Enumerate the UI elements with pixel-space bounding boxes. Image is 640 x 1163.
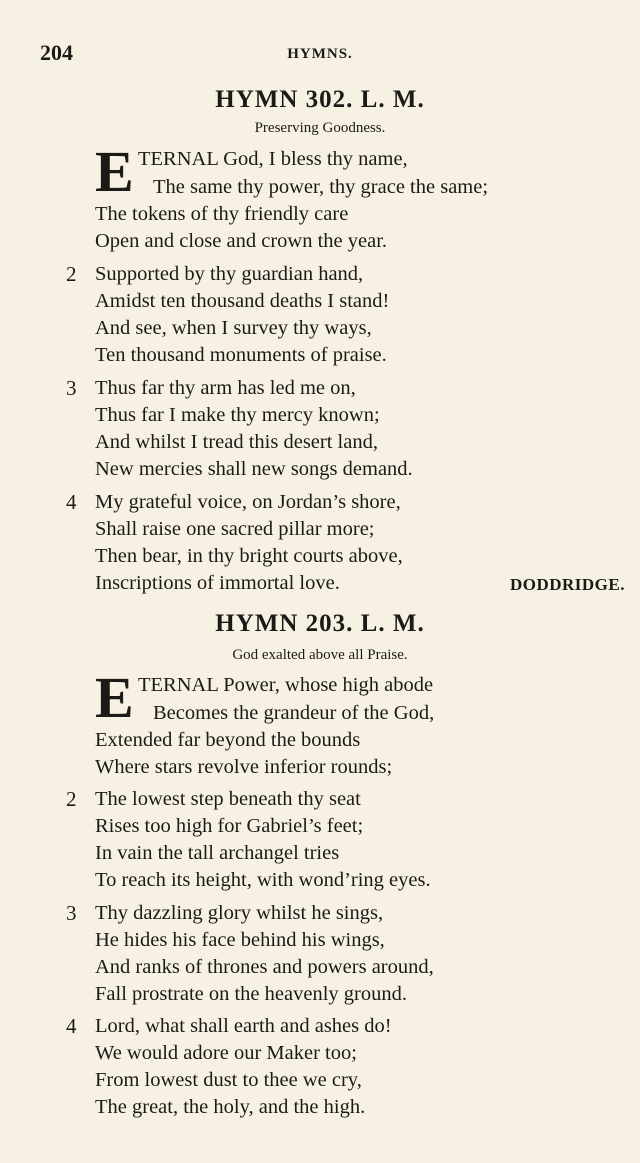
- verse-line: The same thy power, thy grace the same;: [153, 176, 489, 198]
- verse-line: Fall prostrate on the heavenly ground.: [95, 983, 407, 1005]
- verse-line: Ten thousand monuments of praise.: [95, 344, 387, 366]
- hymn-subtitle: Preserving Goodness.: [254, 120, 386, 136]
- verse-line: Supported by thy guardian hand,: [95, 263, 364, 285]
- verse-line: Thus far I make thy mercy known;: [95, 404, 380, 426]
- verse-line: Where stars revolve inferior rounds;: [95, 756, 393, 778]
- verse-line: Rises too high for Gabriel’s feet;: [95, 815, 364, 837]
- drop-cap: E: [95, 665, 134, 730]
- verse-line: New mercies shall new songs demand.: [95, 458, 413, 480]
- hymn-title: HYMN 302. L. M.: [215, 86, 425, 113]
- verse-line: In vain the tall archangel tries: [95, 842, 340, 864]
- verse-line: And ranks of thrones and powers around,: [95, 956, 434, 978]
- verse-line: And whilst I tread this desert land,: [95, 431, 378, 453]
- verse-number: 2: [66, 787, 77, 811]
- verse-line: To reach its height, with wond’ring eyes.: [95, 869, 431, 891]
- drop-cap: E: [95, 139, 134, 204]
- verse-line: From lowest dust to thee we cry,: [95, 1069, 362, 1091]
- verse-line: Amidst ten thousand deaths I stand!: [95, 290, 390, 312]
- verse-line: He hides his face behind his wings,: [95, 929, 385, 951]
- verse-number: 4: [66, 1014, 77, 1038]
- verse-line: Shall raise one sacred pillar more;: [95, 518, 375, 540]
- verse-line: The great, the holy, and the high.: [95, 1096, 366, 1118]
- hymn-title: HYMN 203. L. M.: [215, 610, 425, 637]
- author-attribution: DODDRIDGE.: [509, 575, 625, 594]
- verse-line: Thus far thy arm has led me on,: [95, 377, 356, 399]
- verse-line: Becomes the grandeur of the God,: [153, 702, 435, 724]
- page-header: [40, 40, 600, 70]
- verse-line: The lowest step beneath thy seat: [95, 788, 361, 810]
- verse-number: 3: [66, 901, 77, 925]
- verse-number: 4: [66, 490, 77, 514]
- verse-line: Extended far beyond the bounds: [95, 729, 361, 751]
- running-head: HYMNS.: [287, 46, 353, 62]
- verse-line: My grateful voice, on Jordan’s shore,: [95, 491, 401, 513]
- verse-line: Open and close and crown the year.: [95, 230, 388, 252]
- verse-line: The tokens of thy friendly care: [95, 203, 349, 225]
- verse-line: TERNAL God, I bless thy name,: [138, 148, 408, 170]
- page-number: 204: [40, 40, 73, 65]
- hymn-subtitle: God exalted above all Praise.: [232, 647, 408, 663]
- verse-line: We would adore our Maker too;: [95, 1042, 357, 1064]
- verse-line: Thy dazzling glory whilst he sings,: [95, 902, 384, 924]
- verse-number: 3: [66, 376, 77, 400]
- verse-line: And see, when I survey thy ways,: [95, 317, 372, 339]
- verse-line: Then bear, in thy bright courts above,: [95, 545, 403, 567]
- verse-line: TERNAL Power, whose high abode: [138, 674, 434, 696]
- verse-line: Lord, what shall earth and ashes do!: [95, 1015, 392, 1037]
- verse-number: 2: [66, 262, 77, 286]
- verse-line: Inscriptions of immortal love.: [95, 572, 340, 594]
